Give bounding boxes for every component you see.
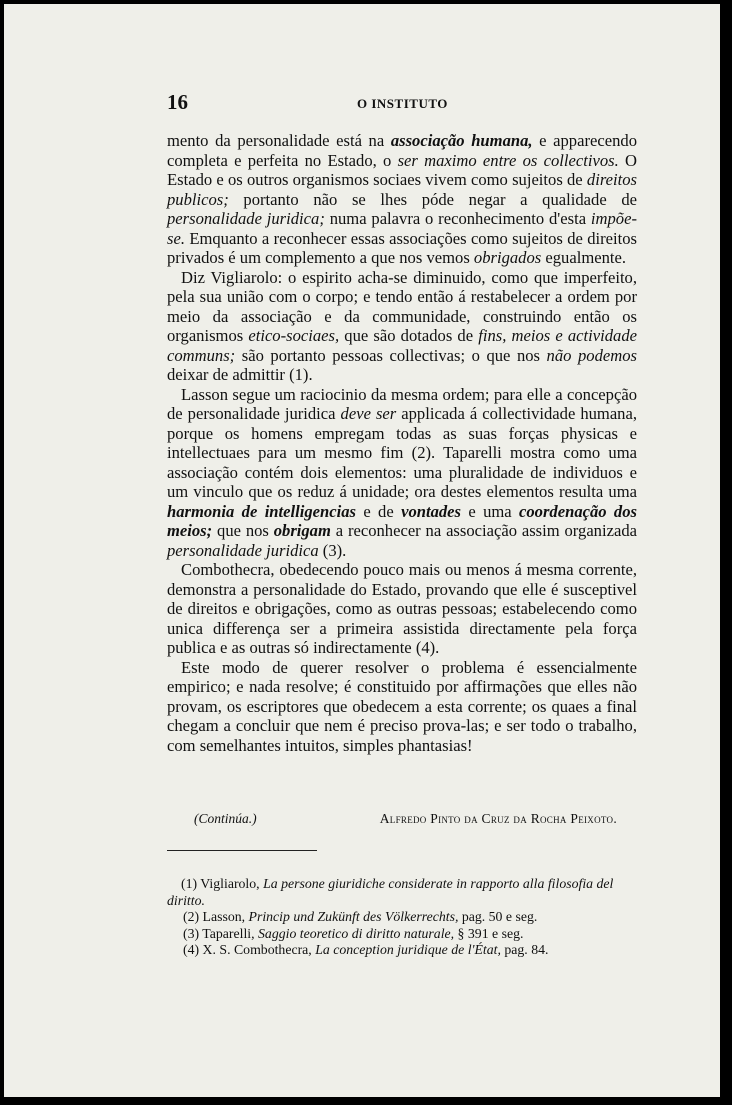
continued-note: (Continúa.) bbox=[194, 811, 257, 826]
footnote: (1) Vigliarolo, La persone giuridiche considerate in rapporto alla filosofia del diritto. bbox=[167, 876, 614, 908]
paragraph: Combothecra, obedecendo pouco mais ou menos á mesma corrente, demonstra a personalidade do Estado, provando que elle é susceptivel de direitos e obrigações, como as outras pessoas; estabelecendo como unica differença ser a primeira assistida directamente pela força publica e as outras só indirectamente (4). bbox=[167, 560, 637, 657]
page-number: 16 bbox=[167, 90, 188, 114]
paragraph: mento da personalidade está na associação humana, e apparecendo completa e perfeita no Estado, o ser maximo entre os collectivos. O Estado e os outros organismos sociaes vivem como sujeitos de direitos publicos; portanto não se lhes póde negar a qualidade de personalidade juridica; numa palavra o reconhecimento d'esta impõe-se. Emquanto a reconhecer essas associações como sujeitos de direitos privados é um complemento a que nos vemos obrigados egualmente. bbox=[167, 131, 637, 267]
book-page bbox=[4, 4, 720, 1097]
paragraph: Diz Vigliarolo: o espirito acha-se diminuido, como que imperfeito, pela sua união com o corpo; e tendo então á restabelecer a ordem por meio da associação e da communidade, construindo então os organismos etico-sociaes, que são dotados de fins, meios e actividade communs; são portanto pessoas collectivas; o que nos não podemos deixar de admittir (1). bbox=[167, 267, 637, 384]
footnote-rule bbox=[167, 850, 317, 851]
closing-line bbox=[194, 811, 617, 827]
paragraph: Este modo de querer resolver o problema é essencialmente empirico; e nada resolve; é constituido por affirmações que elles não provam, os escriptores que obedecem a esta corrente; os quaes a final chegam a concluir que nem é preciso prova-las; e ser todo o trabalho, com semelhantes intuitos, simples phantasias! bbox=[167, 657, 637, 755]
footnote: (4) X. S. Combothecra, La conception juridique de l'État, pag. 84. bbox=[183, 942, 549, 957]
paragraph: Lasson segue um raciocinio da mesma ordem; para elle a concepção de personalidade juridica deve ser applicada á collectividade humana, porque os homens empregam todas as suas forças physicas e intellectuaes para um mesmo fim (2). Taparelli mostra como uma associação contém dois elementos: uma pluralidade de individuos e um vinculo que os reduz á unidade; ora destes elementos resulta uma harmonia de intelligencias e de vontades e uma coordenação dos meios; que nos obrigam a reconhecer na associação assim organizada personalidade juridica (3). bbox=[167, 384, 637, 560]
running-head: O INSTITUTO bbox=[357, 96, 448, 111]
page-header bbox=[167, 90, 637, 116]
footnote: (2) Lasson, Princip und Zukünft des Völkerrechts, pag. 50 e seg. bbox=[183, 909, 538, 924]
body-text bbox=[167, 131, 637, 755]
author-signature: Alfredo Pinto da Cruz da Rocha Peixoto. bbox=[379, 811, 617, 826]
footnotes bbox=[167, 876, 637, 959]
footnote: (3) Taparelli, Saggio teoretico di diritto naturale, § 391 e seg. bbox=[183, 925, 524, 941]
